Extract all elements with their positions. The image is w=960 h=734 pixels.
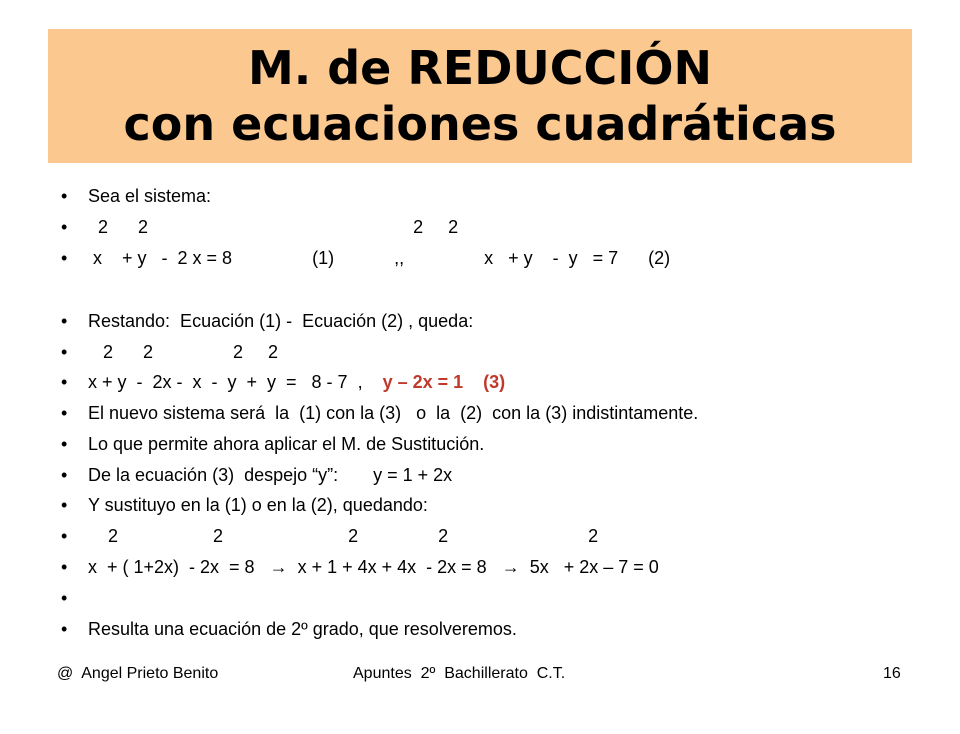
- list-item: [61, 243, 671, 273]
- bullet-marker: •: [61, 342, 68, 362]
- footer-course: Apuntes 2º Bachillerato C.T.: [353, 665, 566, 682]
- list-item: [61, 429, 485, 459]
- list-item-text: Resulta una ecuación de 2º grado, que resolveremos.: [88, 619, 517, 639]
- equation-system-line: x + y - 2 x = 8 (1) ,, x + y - y = 7 (2): [88, 248, 671, 268]
- list-item: [61, 490, 428, 520]
- list-item: [61, 181, 212, 211]
- substitution-part-1: x + ( 1+2x) - 2x = 8: [88, 557, 270, 577]
- subtraction-text: x + y - 2x - x - y + y = 8 - 7 ,: [88, 372, 383, 392]
- title-banner: [48, 29, 912, 163]
- list-item: [61, 460, 453, 490]
- bullet-marker: •: [61, 217, 68, 237]
- substitution-line: [88, 552, 659, 582]
- bullet-marker: •: [61, 619, 68, 639]
- list-item: [61, 337, 279, 367]
- subtraction-line: [88, 367, 505, 397]
- bullet-marker: •: [61, 248, 68, 268]
- list-item: [61, 367, 506, 397]
- arrow-right-icon: →: [501, 557, 520, 577]
- slide-title-line-1: M. de REDUCCIÓN: [247, 41, 713, 95]
- exponents-line: 2 2 2 2: [88, 217, 459, 237]
- substitution-part-2: x + 1 + 4x + 4x - 2x = 8: [287, 557, 502, 577]
- bullet-marker: •: [61, 372, 68, 392]
- list-item: [61, 583, 81, 613]
- substitution-part-3: 5x + 2x – 7 = 0: [519, 557, 659, 577]
- list-item: [61, 398, 699, 428]
- list-item-text: Lo que permite ahora aplicar el M. de Sustitución.: [88, 434, 485, 454]
- list-item: [61, 521, 599, 551]
- list-item-text: Y sustituyo en la (1) o en la (2), quedando:: [88, 495, 428, 515]
- bullet-marker: •: [61, 526, 68, 546]
- bullet-marker: •: [61, 186, 68, 206]
- highlighted-equation: y – 2x = 1 (3): [382, 372, 506, 392]
- list-item: [61, 552, 659, 582]
- list-item-text: El nuevo sistema será la (1) con la (3) o la (2) con la (3) indistintamente.: [88, 403, 699, 423]
- arrow-right-icon: →: [269, 557, 288, 577]
- bullet-marker: •: [61, 465, 68, 485]
- page-number: 16: [883, 665, 901, 682]
- bullet-marker: •: [61, 403, 68, 423]
- exponents-line: 2 2 2 2 2: [88, 526, 599, 546]
- bullet-marker: •: [61, 434, 68, 454]
- bullet-marker: •: [61, 557, 68, 577]
- bullet-marker: •: [61, 588, 68, 608]
- list-item-text: Sea el sistema:: [88, 186, 212, 206]
- footer-author: @ Angel Prieto Benito: [57, 665, 219, 682]
- list-item: [61, 306, 474, 336]
- list-item-text: Restando: Ecuación (1) - Ecuación (2) , queda:: [88, 311, 474, 331]
- exponents-line: 2 2 2 2: [88, 342, 279, 362]
- bullet-marker: •: [61, 495, 68, 515]
- list-item: [61, 212, 459, 242]
- slide-title-line-2: con ecuaciones cuadráticas: [123, 97, 837, 151]
- list-item: [61, 614, 517, 644]
- list-item-text: De la ecuación (3) despejo “y”: y = 1 + 2x: [88, 465, 453, 485]
- bullet-marker: •: [61, 311, 68, 331]
